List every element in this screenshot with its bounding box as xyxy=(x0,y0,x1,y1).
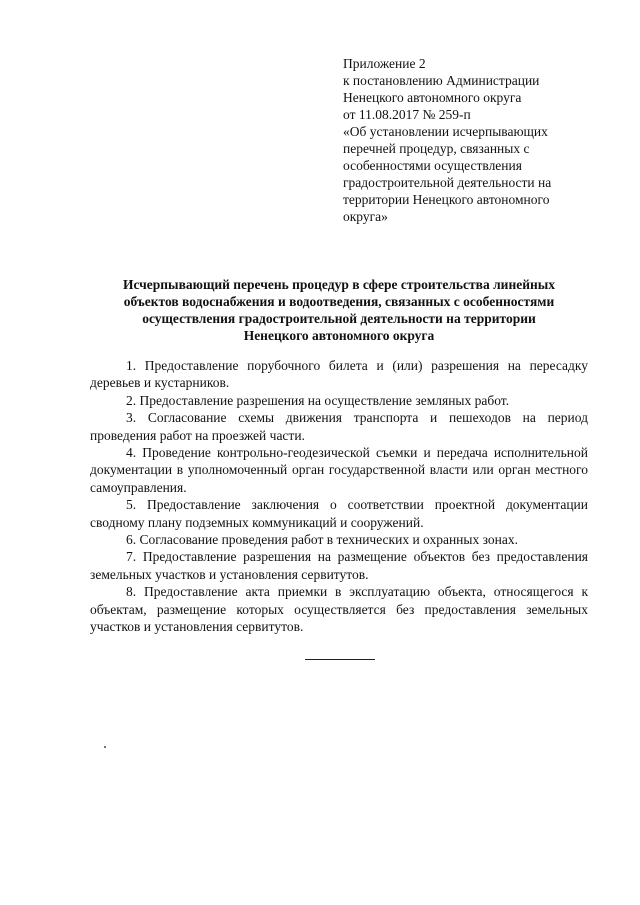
list-item: 8. Предоставление акта приемки в эксплуатацию объекта, относящегося к объектам, размещение которых осуществляется без предоставления земельных участков и установления сервитутов. xyxy=(90,584,588,635)
appendix-line: территории Ненецкого автономного xyxy=(343,192,550,207)
appendix-line: округа» xyxy=(343,209,388,224)
title-line: осуществления градостроительной деятельности на территории xyxy=(142,311,536,326)
appendix-line: Приложение 2 xyxy=(343,56,426,71)
procedure-list xyxy=(90,357,588,636)
scan-speck xyxy=(104,746,106,748)
appendix-line: градостроительной деятельности на xyxy=(343,175,552,190)
title-line: объектов водоснабжения и водоотведения, связанных с особенностями xyxy=(123,294,555,309)
title-line: Ненецкого автономного округа xyxy=(243,328,435,343)
document-title xyxy=(90,276,588,344)
list-item: 2. Предоставление разрешения на осуществление земляных работ. xyxy=(126,392,510,408)
list-item: 4. Проведение контрольно-геодезической съемки и передача исполнительной документации в уполномоченный орган государственной власти или орган местного самоуправления. xyxy=(90,445,588,495)
list-item: 5. Предоставление заключения о соответствии проектной документации сводному плану подземных коммуникаций и сооружений. xyxy=(90,497,588,530)
appendix-header xyxy=(343,55,598,225)
end-divider xyxy=(305,659,375,660)
list-item: 6. Согласование проведения работ в технических и охранных зонах. xyxy=(126,532,518,548)
title-line: Исчерпывающий перечень процедур в сфере строительства линейных xyxy=(122,277,556,292)
appendix-line: особенностями осуществления xyxy=(343,158,522,173)
appendix-line: Ненецкого автономного округа xyxy=(343,90,522,105)
appendix-line: «Об установлении исчерпывающих xyxy=(343,124,548,139)
appendix-line: перечней процедур, связанных с xyxy=(343,141,530,156)
list-item: 3. Согласование схемы движения транспорта и пешеходов на период проведения работ на проезжей части. xyxy=(90,410,588,443)
appendix-line: от 11.08.2017 № 259-п xyxy=(343,107,471,122)
appendix-line: к постановлению Администрации xyxy=(343,73,540,88)
list-item: 1. Предоставление порубочного билета и (или) разрешения на пересадку деревьев и кустарников. xyxy=(90,358,588,391)
list-item: 7. Предоставление разрешения на размещение объектов без предоставления земельных участков и установления сервитутов. xyxy=(90,549,588,582)
